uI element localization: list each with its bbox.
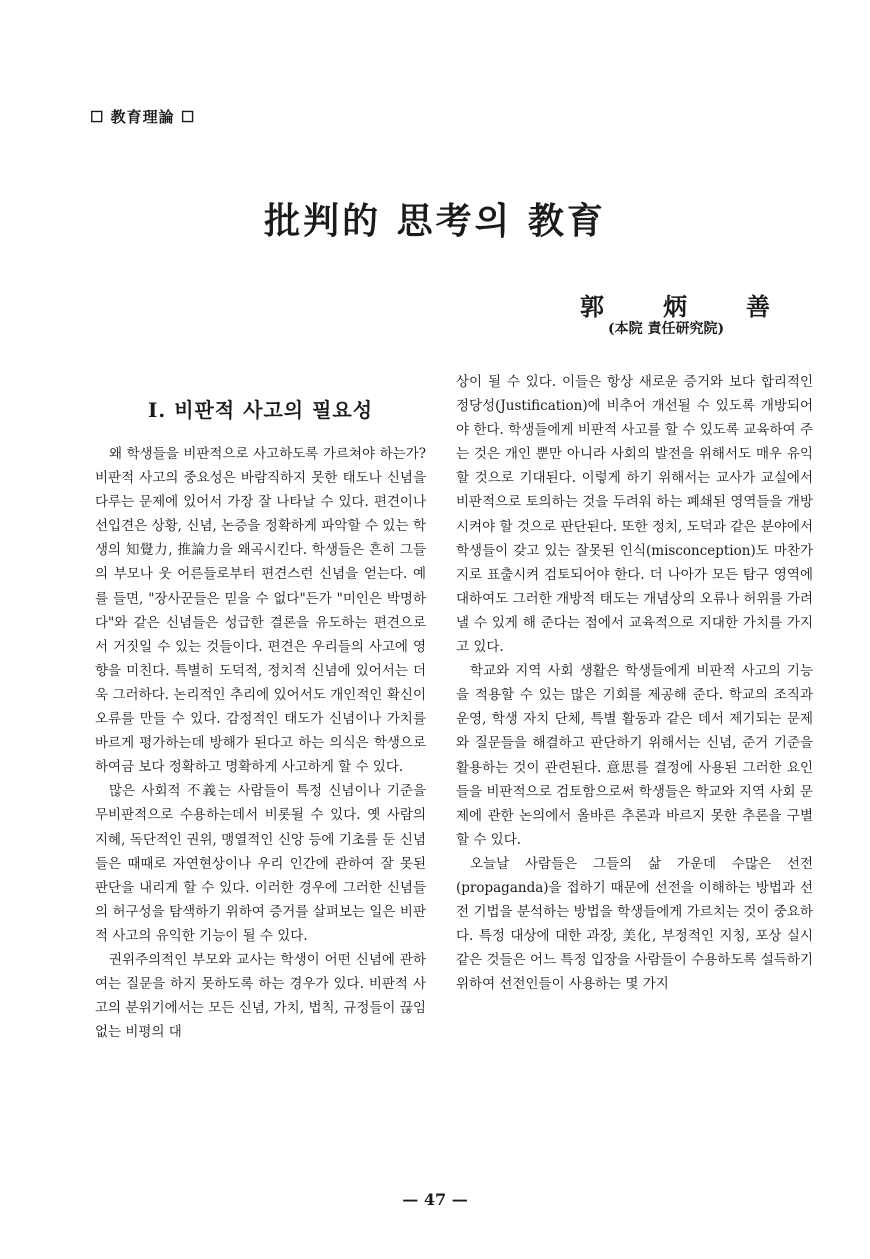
author-char: 郭: [580, 292, 604, 321]
body-paragraph: 학교와 지역 사회 생활은 학생들에게 비판적 사고의 기능을 적용할 수 있는 많은 기회를 제공해 준다. 학교의 조직과 운영, 학생 자치 단체, 특별 활동과 같은 데서 제기되는 문제와 질문들을 해결하고 판단하기 위해서는 신념, 준거 기준을 활용하는 것이 관련된다. 意思를 결정에 사용된 그러한 요인들을 비판적으로 검토함으로써 학생들은 학교와 지역 사회 문제에 관한 논의에서 올바른 추론과 바르지 못한 추론을 구별할 수 있다.: [456, 663, 813, 848]
right-column: [456, 370, 813, 996]
body-paragraph: 권위주의적인 부모와 교사는 학생이 어떤 신념에 관하여는 질문을 하지 못하도록 하는 경우가 있다. 비판적 사고의 분위기에서는 모든 신념, 가치, 법칙, 규정들이 끊임없는 비평의 대: [95, 951, 426, 1041]
page-number: — 47 —: [402, 1190, 468, 1209]
article-title: 批判的 思考의 教育: [264, 200, 606, 242]
category-label: ☐ 教育理論 ☐: [90, 108, 196, 126]
body-paragraph: 많은 사회적 不義는 사람들이 특정 신념이나 기준을 무비판적으로 수용하는데서 비롯될 수 있다. 옛 사람의 지혜, 독단적인 권위, 맹열적인 신앙 등에 기초를 둔 신념들은 때때로 자연현상이나 우리 인간에 관하여 잘 못된 판단을 내리게 할 수 있다. 이러한 경우에 그러한 신념들의 허구성을 탐색하기 위하여 증거를 살펴보는 일은 비판적 사고의 유익한 기능이 될 수 있다.: [95, 783, 426, 944]
body-paragraph: 상이 될 수 있다. 이들은 항상 새로운 증거와 보다 합리적인 정당성(Justification)에 비추어 개선될 수 있도록 개방되어야 한다. 학생들에게 비판적 사고를 할 수 있도록 교육하여 주는 것은 개인 뿐만 아니라 사회의 발전을 위해서도 매우 유익할 것으로 기대된다. 이렇게 하기 위해서는 교사가 교실에서 비판적으로 토의하는 것을 두려워 하는 폐쇄된 영역들을 개방시켜야 할 것으로 판단된다. 또한 정치, 도덕과 같은 분야에서 학생들이 갖고 있는 잘못된 인식(misconception)도 마찬가지로 표출시켜 검토되어야 한다. 더 나아가 모든 탐구 영역에 대하여도 그러한 개방적 태도는 개념상의 오류나 허위를 가려낼 수 있게 해 준다는 점에서 교육적으로 지대한 가치를 가지고 있다.: [456, 374, 813, 656]
left-column: [95, 372, 426, 1044]
body-paragraph: 오늘날 사람들은 그들의 삶 가운데 수많은 선전(propaganda)을 접하기 때문에 선전을 이해하는 방법과 선전 기법을 분석하는 방법을 학생들에게 가르치는 것이 중요하다. 특정 대상에 대한 과장, 美化, 부정적인 지칭, 포상 실시 같은 것들은 어느 특정 입장을 사람들이 수용하도록 설득하기 위하여 선전인들이 사용하는 몇 가지: [456, 855, 813, 993]
author-char: 善: [746, 292, 770, 321]
body-paragraph: 왜 학생들을 비판적으로 사고하도록 가르쳐야 하는가? 비판적 사고의 중요성은 바람직하지 못한 태도나 신념을 다루는 문제에 있어서 가장 잘 나타날 수 있다. 편견이나 선입견은 상황, 신념, 논증을 정확하게 파악할 수 있는 학생의 知覺力, 推論力을 왜곡시킨다. 학생들은 흔히 그들의 부모나 웃 어른들로부터 편견스런 신념을 얻는다. 예를 들면, "장사꾼들은 믿을 수 없다"든가 "미인은 박명하다"와 같은 신념들은 성급한 결론을 유도하는 편견으로서 거짓일 수 있는 것들이다. 편견은 우리들의 사고에 영향을 미친다. 특별히 도덕적, 정치적 신념에 있어서는 더욱 그러하다. 논리적인 추리에 있어서도 개인적인 확신이 오류를 만들 수 있다. 감정적인 태도가 신념이나 가치를 바르게 평가하는데 방해가 된다고 하는 의식은 학생으로 하여금 보다 정확하고 명확하게 사고하게 할 수 있다.: [95, 446, 426, 776]
section-heading: Ⅰ. 비판적 사고의 필요성: [147, 398, 374, 422]
author-name: [580, 287, 770, 322]
author-affiliation: (本院 責任研究院): [608, 321, 725, 337]
author-char: 炳: [663, 292, 687, 321]
